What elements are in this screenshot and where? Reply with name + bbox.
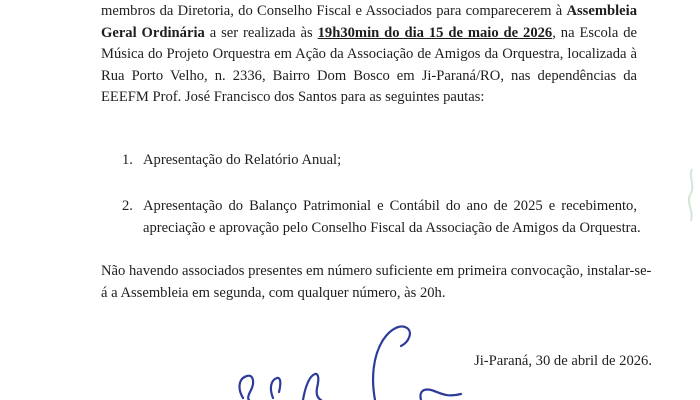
meeting-type-bold: Geral Ordinária (101, 24, 205, 41)
agenda-item-number: 1. (122, 152, 133, 168)
agenda-item-text (143, 196, 641, 239)
paragraph-line: Rua Porto Velho, n. 2336, Bairro Dom Bosco em Ji-Paraná/RO, nas dependências da (101, 67, 637, 84)
agenda-item-text (143, 150, 637, 172)
agenda-item-number: 2. (122, 198, 133, 214)
convocation-paragraph (101, 1, 637, 109)
paragraph-line (101, 23, 637, 45)
handwritten-signature (225, 318, 465, 400)
paragraph-line (101, 1, 637, 23)
paragraph-line: Música do Projeto Orquestra em Ação da Associação de Amigos da Orquestra, localizada à (101, 46, 637, 62)
paragraph-line: á a Assembleia em segunda, com qualquer número, às 20h. (101, 284, 446, 301)
paragraph-line: Não havendo associados presentes em número suficiente em primeira convocação, instalar-se- (101, 263, 652, 279)
meeting-datetime: 19h30min do dia 15 de maio de 2026 (317, 24, 553, 41)
agenda-item-line: Apresentação do Relatório Anual; (143, 152, 342, 168)
place-and-date: Ji-Paraná, 30 de abril de 2026. (474, 353, 652, 369)
meeting-name-bold: Assembleia (566, 3, 637, 19)
paragraph-line: EEEFM Prof. José Francisco dos Santos para as seguintes pautas: (101, 89, 485, 105)
agenda-item-line: apreciação e aprovação pelo Conselho Fiscal da Associação de Amigos da Orquestra. (143, 219, 641, 236)
intro-text: membros da Diretoria, do Conselho Fiscal e Associados para comparecerem à (101, 3, 567, 19)
margin-mark (684, 165, 700, 225)
intro-text: a ser realizada às (204, 24, 318, 41)
agenda-item-line: Apresentação do Balanço Patrimonial e Contábil do ano de 2025 e recebimento, (143, 198, 637, 214)
second-call-paragraph (101, 261, 652, 304)
intro-text: , na Escola de (552, 24, 638, 41)
